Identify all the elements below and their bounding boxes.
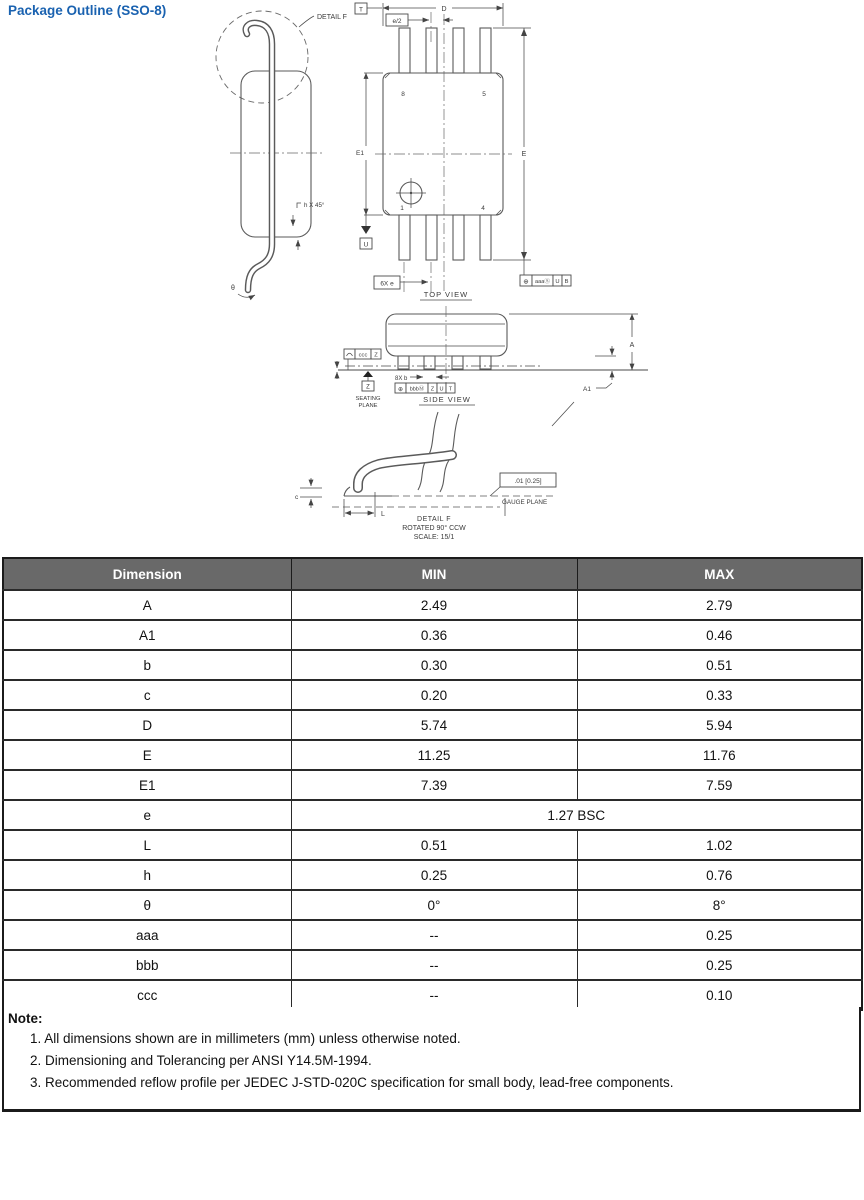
- note-item-3: 3. Recommended reflow profile per JEDEC J-STD-020C specification for small body, lead-free components.: [30, 1075, 674, 1090]
- table-row: [3, 680, 862, 710]
- dim-l-label: L: [381, 511, 385, 518]
- page-title: Package Outline (SSO-8): [8, 3, 167, 18]
- dimension-table: [2, 557, 863, 1011]
- fcf-position-bbb: [395, 383, 455, 393]
- dim-cell: bbb: [3, 950, 291, 980]
- datum-u-label: U: [363, 241, 369, 249]
- table-row: [3, 860, 862, 890]
- table-row: [3, 740, 862, 770]
- dim-cell: E1: [3, 770, 291, 800]
- fcf-bbb-symbol: ⊕: [397, 387, 404, 393]
- min-cell: 0°: [291, 890, 577, 920]
- max-cell: 0.33: [577, 680, 862, 710]
- detail-f-scale-note: SCALE: 15/1: [413, 534, 455, 541]
- dim-a-label: A: [629, 342, 635, 349]
- side-view: [337, 306, 648, 426]
- min-cell: --: [291, 980, 577, 1010]
- fcf-profile-ccc: [344, 349, 381, 370]
- min-cell: 5.74: [291, 710, 577, 740]
- dim-cell: h: [3, 860, 291, 890]
- max-cell: 0.10: [577, 980, 862, 1010]
- dim-e1-label: E1: [356, 150, 364, 157]
- dim-cell: ccc: [3, 980, 291, 1010]
- top-view: [355, 3, 571, 300]
- dim-cell: A1: [3, 620, 291, 650]
- notes-heading: Note:: [8, 1011, 43, 1026]
- max-cell: 0.51: [577, 650, 862, 680]
- fcf-bbb-tol: bbbⓂ: [409, 386, 425, 393]
- dim-cell: D: [3, 710, 291, 740]
- max-cell: 11.76: [577, 740, 862, 770]
- pin-8-label: 8: [401, 91, 405, 98]
- table-row: [3, 590, 862, 620]
- fcf-aaa-datum2: B: [564, 279, 569, 285]
- col-header-max: MAX: [577, 558, 862, 590]
- note-item-2: 2. Dimensioning and Tolerancing per ANSI Y14.5M-1994.: [30, 1053, 372, 1068]
- max-cell: 0.46: [577, 620, 862, 650]
- fcf-bbb-datum2: U: [439, 386, 444, 393]
- dim-cell: b: [3, 650, 291, 680]
- theta-label: θ: [231, 285, 235, 292]
- top-view-label: TOP VIEW: [423, 290, 469, 299]
- chamfer-label: h X 45°: [304, 202, 325, 209]
- dim-cell: A: [3, 590, 291, 620]
- fcf-ccc-datum: Z: [374, 352, 378, 359]
- min-cell: --: [291, 920, 577, 950]
- detail-f-caption: DETAIL F: [417, 516, 451, 523]
- min-cell: 0.36: [291, 620, 577, 650]
- dim-cell: c: [3, 680, 291, 710]
- fcf-bbb-datum1: Z: [430, 386, 435, 393]
- dim-a1-label: A1: [583, 386, 591, 393]
- table-row: [3, 710, 862, 740]
- notes-section: [2, 1007, 861, 1112]
- min-cell: 0.30: [291, 650, 577, 680]
- table-row: [3, 920, 862, 950]
- fcf-aaa-tol: aaaⓈ: [535, 279, 550, 285]
- package-outline-drawing: [0, 0, 864, 552]
- min-cell: 0.20: [291, 680, 577, 710]
- min-cell: 0.51: [291, 830, 577, 860]
- datum-t-label: T: [359, 6, 363, 14]
- fcf-position-aaa: [520, 275, 571, 286]
- side-view-label: SIDE VIEW: [423, 395, 471, 404]
- seating-plane-label-1: SEATING: [355, 396, 381, 402]
- table-row-merged: [3, 800, 862, 830]
- gauge-offset-label: .01 [0.25]: [514, 478, 542, 485]
- min-cell: 11.25: [291, 740, 577, 770]
- pin-4-label: 4: [481, 205, 485, 212]
- min-cell: 0.25: [291, 860, 577, 890]
- span-cell: 1.27 BSC: [291, 800, 862, 830]
- detail-f-callout: DETAIL F: [317, 14, 347, 21]
- dim-cell: E: [3, 740, 291, 770]
- dim-cell: e: [3, 800, 291, 830]
- dim-d-label: D: [441, 6, 447, 13]
- dim-cell: θ: [3, 890, 291, 920]
- table-header-row: [3, 558, 862, 590]
- table-row: [3, 980, 862, 1010]
- pitch-half-label: e/2: [392, 18, 402, 25]
- datum-z-label: Z: [366, 384, 370, 391]
- detail-f-rotation-note: ROTATED 90° CCW: [402, 525, 466, 532]
- max-cell: 1.02: [577, 830, 862, 860]
- max-cell: 0.25: [577, 950, 862, 980]
- gauge-plane-label: GAUGE PLANE: [502, 499, 548, 506]
- dim-e-label: E: [521, 151, 527, 158]
- lead-width-label: 8X b: [395, 376, 408, 382]
- col-header-dimension: Dimension: [3, 558, 291, 590]
- dim-cell: L: [3, 830, 291, 860]
- max-cell: 7.59: [577, 770, 862, 800]
- max-cell: 8°: [577, 890, 862, 920]
- max-cell: 0.76: [577, 860, 862, 890]
- note-item-1: 1. All dimensions shown are in millimeters (mm) unless otherwise noted.: [30, 1031, 461, 1046]
- max-cell: 5.94: [577, 710, 862, 740]
- detail-f-view: [295, 412, 556, 541]
- pitch-label: 6X e: [380, 280, 394, 288]
- table-row: [3, 770, 862, 800]
- pin1-index-mark: [396, 178, 426, 208]
- table-row: [3, 950, 862, 980]
- end-view: [216, 11, 347, 297]
- seating-plane-label-2: PLANE: [358, 403, 378, 409]
- max-cell: 0.25: [577, 920, 862, 950]
- fcf-ccc-tol: ccc: [358, 352, 368, 359]
- max-cell: 2.79: [577, 590, 862, 620]
- table-row: [3, 830, 862, 860]
- fcf-aaa-symbol: ⊕: [523, 278, 529, 286]
- col-header-min: MIN: [291, 558, 577, 590]
- seating-plane-datum: [355, 371, 381, 409]
- table-row: [3, 650, 862, 680]
- min-cell: --: [291, 950, 577, 980]
- dim-c-label: c: [295, 494, 299, 501]
- pin-5-label: 5: [482, 91, 486, 98]
- table-row: [3, 620, 862, 650]
- min-cell: 2.49: [291, 590, 577, 620]
- min-cell: 7.39: [291, 770, 577, 800]
- table-row: [3, 890, 862, 920]
- fcf-aaa-datum1: U: [555, 279, 560, 285]
- pin-1-label: 1: [400, 205, 404, 212]
- fcf-bbb-datum3: T: [448, 386, 453, 393]
- dim-cell: aaa: [3, 920, 291, 950]
